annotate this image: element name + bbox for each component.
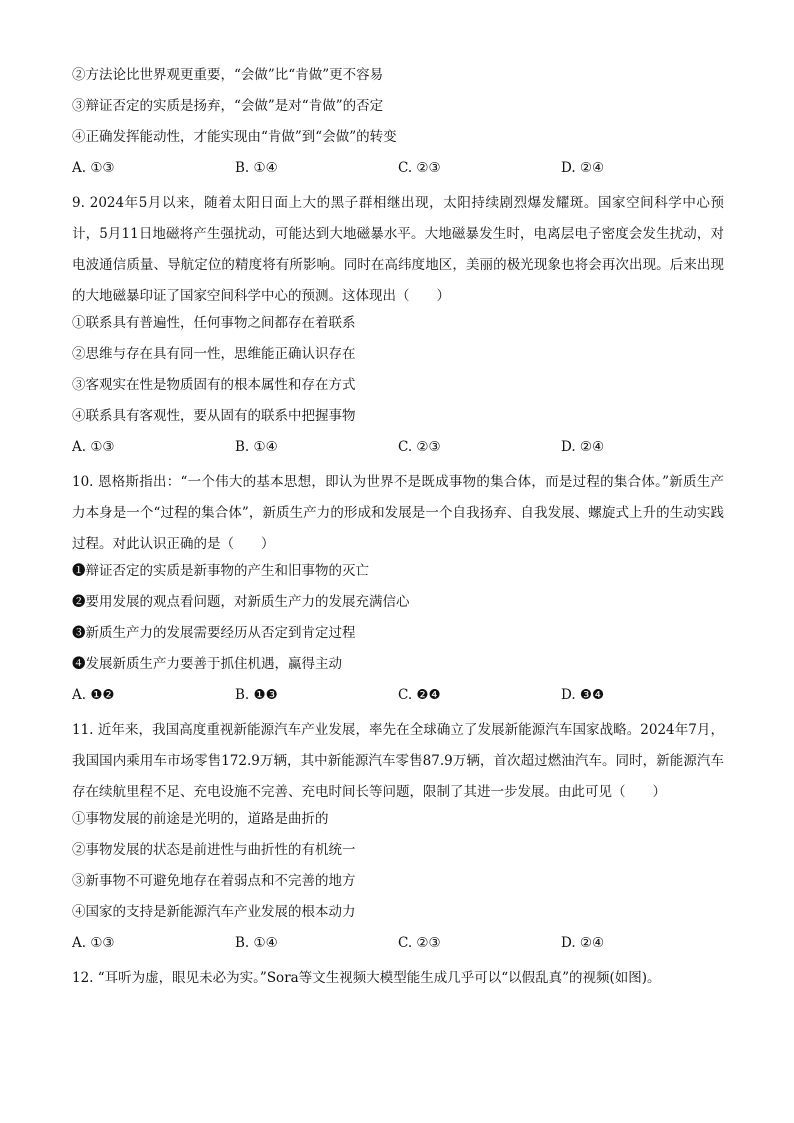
- q8-options: [72, 157, 724, 188]
- q11-options: [72, 932, 724, 963]
- q11-stem: 11. 近年来，我国高度重视新能源汽车产业发展，率先在全球确立了发展新能源汽车国家战略。2024年7月，我国国内乘用车市场零售172.9万辆，其中新能源汽车零售87.9万辆，首次超过燃油汽车。同时，新能源汽车存在续航里程不足、充电设施不完善、充电时间长等问题，限制了其进一步发展。由此可见（ ）: [72, 722, 724, 800]
- q11-item-4: ④国家的支持是新能源汽车产业发展的根本动力: [72, 904, 356, 920]
- q8-option-a: A. ①③: [72, 160, 115, 176]
- q11-option-a: A. ①③: [72, 935, 115, 951]
- q11-item-1: ①事物发展的前途是光明的，道路是曲折的: [72, 811, 329, 827]
- q9-stem: 9. 2024年5月以来，随着太阳日面上大的黑子群相继出现，太阳持续剧烈爆发耀斑。国家空间科学中心预计，5月11日地磁将产生强扰动，可能达到大地磁暴水平。大地磁暴发生时，电离层电子密度会发生扰动，对电波通信质量、导航定位的精度将有所影响。同时在高纬度地区，美丽的极光现象也将会再次出现。后来出现的大地磁暴印证了国家空间科学中心的预测。这体现出（ ）: [72, 195, 724, 304]
- q8-option-b: B. ①④: [235, 160, 278, 176]
- exam-page: [72, 64, 724, 994]
- q10-item-2: ❷要用发展的观点看问题，对新质生产力的发展充满信心: [72, 594, 410, 610]
- q8-option-c: C. ②③: [398, 160, 441, 176]
- q9-item-1: ①联系具有普遍性，任何事物之间都存在着联系: [72, 315, 356, 331]
- question-11: [72, 715, 724, 963]
- question-12: [72, 963, 724, 994]
- q9-item-2: ②思维与存在具有同一性，思维能正确认识存在: [72, 346, 356, 362]
- q8-item-4: ④正确发挥能动性，才能实现由“肯做”到“会做”的转变: [72, 129, 397, 145]
- q10-option-a: A. ❶❷: [72, 687, 115, 703]
- q10-item-3: ❸新质生产力的发展需要经历从否定到肯定过程: [72, 625, 356, 641]
- q11-option-c: C. ②③: [398, 935, 441, 951]
- q9-option-b: B. ①④: [235, 439, 278, 455]
- q10-option-c: C. ❷❹: [398, 687, 441, 703]
- q12-stem: 12. “耳听为虚，眼见未必为实。”Sora等文生视频大模型能生成几乎可以“以假乱真”的视频(如图)。: [72, 970, 661, 986]
- q11-option-b: B. ①④: [235, 935, 278, 951]
- q8-item-3: ③辩证否定的实质是扬弃，“会做”是对“肯做”的否定: [72, 98, 384, 114]
- q11-option-d: D. ②④: [561, 935, 605, 951]
- question-10: [72, 467, 724, 715]
- q11-item-2: ②事物发展的状态是前进性与曲折性的有机统一: [72, 842, 356, 858]
- q9-options: [72, 436, 724, 467]
- q11-item-3: ③新事物不可避免地存在着弱点和不完善的地方: [72, 873, 356, 889]
- q10-stem: 10. 恩格斯指出：“一个伟大的基本思想，即认为世界不是既成事物的集合体，而是过程的集合体。”新质生产力本身是一个“过程的集合体”，新质生产力的形成和发展是一个自我扬弃、自我发展、螺旋式上升的生动实践过程。对此认识正确的是（ ）: [72, 474, 724, 552]
- q8-item-2: ②方法论比世界观更重要，“会做”比“肯做”更不容易: [72, 67, 384, 83]
- q10-option-b: B. ❶❸: [235, 687, 278, 703]
- q8-option-d: D. ②④: [561, 160, 605, 176]
- q10-options: [72, 684, 724, 715]
- q10-item-4: ❹发展新质生产力要善于抓住机遇，赢得主动: [72, 656, 342, 672]
- q10-option-d: D. ❸❹: [561, 687, 605, 703]
- q10-item-1: ❶辩证否定的实质是新事物的产生和旧事物的灭亡: [72, 563, 369, 579]
- q9-item-3: ③客观实在性是物质固有的根本属性和存在方式: [72, 377, 356, 393]
- question-9: [72, 188, 724, 467]
- q9-item-4: ④联系具有客观性，要从固有的联系中把握事物: [72, 408, 356, 424]
- q9-option-d: D. ②④: [561, 439, 605, 455]
- q9-option-c: C. ②③: [398, 439, 441, 455]
- question-8: [72, 64, 724, 188]
- q9-option-a: A. ①③: [72, 439, 115, 455]
